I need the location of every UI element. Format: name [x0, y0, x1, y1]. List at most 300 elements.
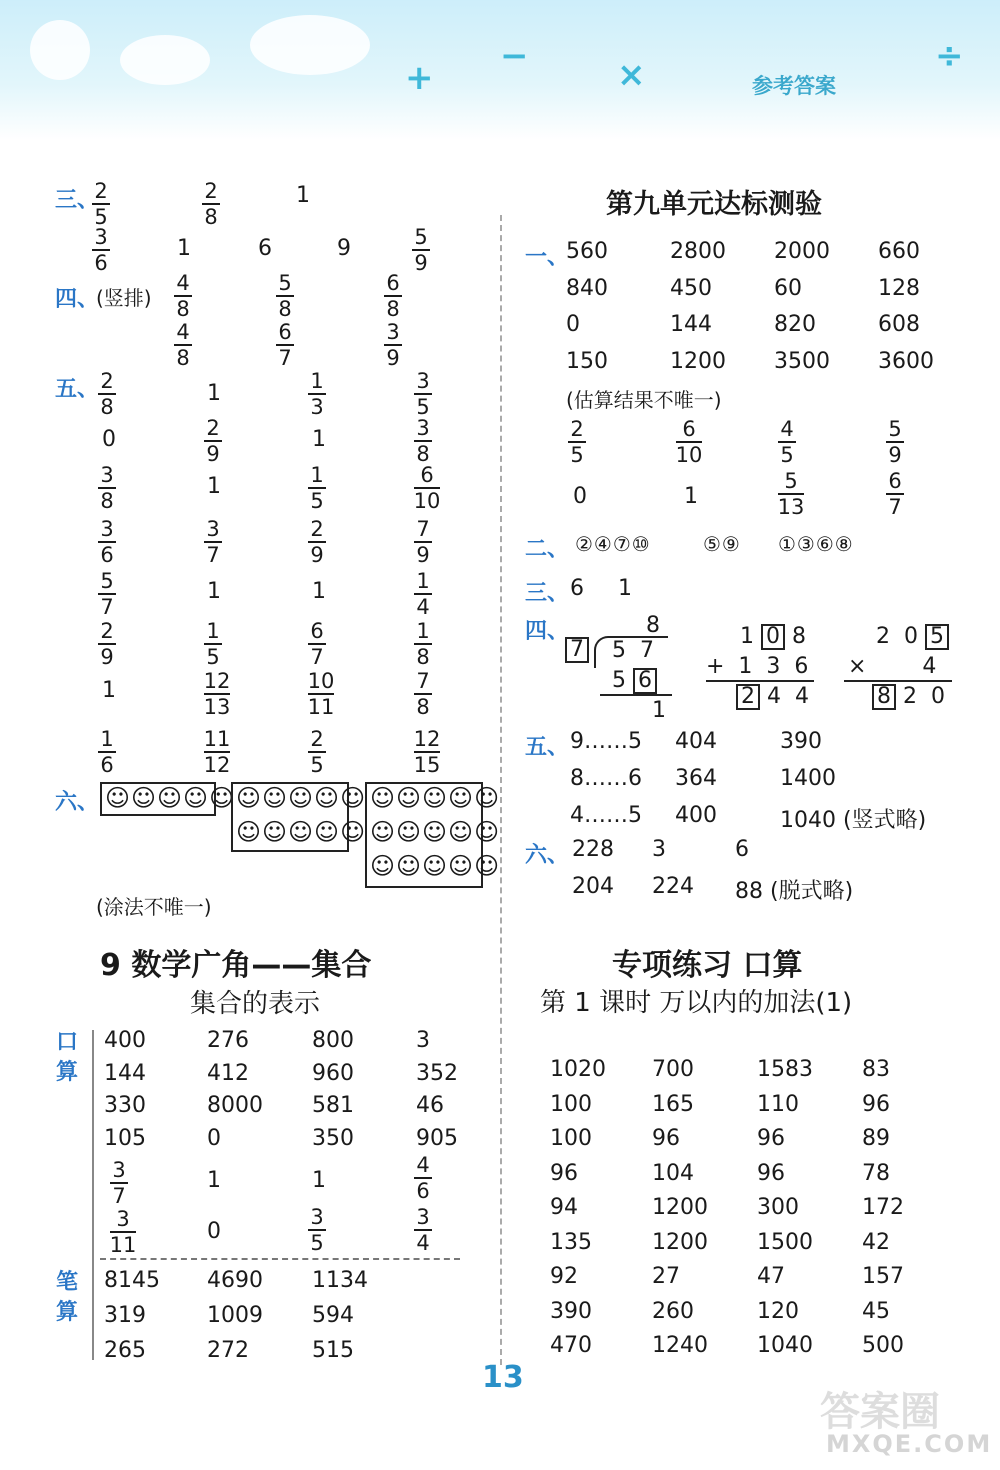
denominator: 8	[416, 695, 430, 719]
fraction	[566, 418, 588, 466]
smiley-faces: ☺☺☺☺☺	[236, 818, 367, 846]
fraction	[410, 226, 432, 274]
grid-cell: 3600	[878, 348, 934, 374]
grid-cell: 352	[416, 1060, 458, 1086]
grid-cell: 3500	[774, 348, 830, 374]
numerator: 7	[416, 669, 430, 693]
fraction	[96, 728, 118, 776]
fraction	[306, 370, 328, 418]
numerator: 3	[206, 517, 220, 541]
fraction	[306, 464, 328, 512]
grid-cell: 1400	[780, 766, 836, 791]
fraction	[172, 321, 194, 369]
answer: 6	[570, 576, 584, 601]
denominator: 7	[100, 595, 114, 619]
circled-group: ①③⑥⑧	[778, 532, 854, 556]
fraction	[306, 518, 328, 566]
numerator: 5	[414, 225, 428, 249]
decor-bubble	[250, 15, 370, 75]
grid-cell: 272	[207, 1338, 249, 1363]
answer: 0	[573, 484, 587, 509]
addend-1: 1 0 8	[740, 624, 806, 649]
smiley-faces: ☺☺☺☺☺	[236, 784, 367, 812]
fraction	[108, 1208, 138, 1256]
grid-cell: 400	[104, 1028, 146, 1053]
watermark-url: MXQE.COM	[826, 1430, 993, 1458]
smiley-box-1	[100, 782, 236, 816]
answer: 1	[102, 678, 116, 703]
grid-cell: 390	[550, 1298, 592, 1324]
denominator: 5	[416, 395, 430, 419]
denominator: 8	[176, 297, 190, 321]
grid-cell: 3	[652, 837, 666, 862]
smiley-faces: ☺☺☺☺☺	[370, 818, 501, 846]
numerator: 1	[310, 463, 324, 487]
grid-cell: 400	[675, 803, 717, 828]
page-header	[0, 0, 1000, 140]
answer: 0	[207, 1219, 221, 1244]
denominator: 9	[888, 443, 902, 467]
fraction	[306, 728, 328, 776]
fraction	[412, 728, 442, 776]
grid-cell: 330	[104, 1093, 146, 1118]
numerator: 2	[100, 619, 114, 643]
grid-cell: 135	[550, 1229, 592, 1255]
times-sign: ×	[617, 55, 646, 95]
grid-cell: 905	[416, 1125, 458, 1151]
fraction	[306, 670, 336, 718]
answer: 1	[312, 427, 326, 452]
denominator: 7	[278, 346, 292, 370]
denominator: 7	[112, 1184, 126, 1208]
denominator: 9	[414, 251, 428, 275]
denominator: 8	[204, 205, 218, 229]
grid-cell: 157	[862, 1264, 904, 1289]
section-note: (竖排)	[96, 286, 152, 310]
numerator: 3	[100, 517, 114, 541]
grid-cell: 412	[207, 1060, 249, 1086]
grid-cell: 100	[550, 1126, 592, 1151]
grid-cell: 560	[566, 239, 608, 264]
denominator: 8	[386, 297, 400, 321]
denominator: 7	[888, 495, 902, 519]
grid-cell: 2000	[774, 239, 830, 264]
section-dashed-rule	[100, 1258, 460, 1260]
numerator: 5	[888, 417, 902, 441]
grid-cell: 1020	[550, 1057, 606, 1082]
grid-cell: 800	[312, 1028, 354, 1053]
division-rule	[600, 694, 672, 696]
answer: 1	[207, 474, 221, 499]
grid-cell: 1009	[207, 1303, 263, 1328]
grid-cell: 300	[757, 1195, 799, 1220]
grid-cell: 390	[780, 729, 822, 754]
quotient-digit: 8	[646, 613, 660, 638]
multiplication-rule	[844, 680, 952, 682]
numerator: 3	[310, 1205, 324, 1229]
fraction	[382, 321, 404, 369]
grid-cell: 1240	[652, 1333, 708, 1358]
numerator: 6	[420, 463, 434, 487]
denominator: 15	[413, 753, 441, 777]
grid-cell: 96	[550, 1160, 578, 1186]
numerator: 4	[780, 417, 794, 441]
grid-cell: 450	[670, 275, 712, 301]
grid-cell: 47	[757, 1264, 785, 1289]
section-label-5: 五、	[55, 377, 100, 402]
addend-2: + 1 3 6	[706, 654, 809, 679]
grid-cell: 92	[550, 1264, 578, 1289]
fraction	[306, 620, 328, 668]
product: 5 6	[612, 668, 657, 694]
denominator: 5	[310, 1231, 324, 1255]
grid-cell: 110	[757, 1091, 799, 1117]
grid-cell: 144	[104, 1060, 146, 1086]
numerator: 6	[310, 619, 324, 643]
decor-bubble	[30, 20, 90, 80]
fraction	[412, 518, 434, 566]
denominator: 12	[203, 753, 231, 777]
section-label-5r: 五、	[525, 735, 570, 760]
section-label-2: 二、	[525, 537, 570, 562]
grid-cell: 204	[572, 874, 614, 899]
divisor: 7	[565, 637, 589, 663]
grid-cell: 515	[312, 1338, 354, 1363]
addition-rule	[706, 680, 814, 682]
fraction	[884, 418, 906, 466]
column-divider	[500, 215, 502, 1365]
grid-cell: 404	[675, 729, 717, 754]
grid-cell: 8……6	[570, 766, 642, 791]
smiley-faces: ☺☺☺☺☺	[370, 784, 501, 812]
answer: 0	[102, 427, 116, 452]
grid-cell: 581	[312, 1093, 354, 1118]
multiplier: × 4	[848, 654, 937, 679]
grid-cell: 46	[416, 1093, 444, 1118]
section-label-4r: 四、	[525, 619, 570, 644]
fraction	[776, 418, 798, 466]
denominator: 4	[416, 1231, 430, 1255]
denominator: 5	[206, 645, 220, 669]
grid-cell: 1500	[757, 1229, 813, 1255]
section-note: (估算结果不唯一)	[566, 388, 722, 412]
sum: 2 4 4	[736, 684, 809, 710]
grid-cell: 4690	[207, 1268, 263, 1293]
denominator: 10	[675, 443, 703, 467]
grid-cell: 78	[862, 1160, 890, 1186]
grid-cell: 144	[670, 312, 712, 337]
numerator: 1	[310, 369, 324, 393]
answer: 1	[207, 381, 221, 406]
multiplicand: 2 0 5	[876, 624, 949, 650]
numerator: 5	[784, 469, 798, 493]
numerator: 3	[386, 320, 400, 344]
fraction	[96, 518, 118, 566]
numerator: 12	[413, 727, 441, 751]
grid-cell: 700	[652, 1057, 694, 1082]
grid-cell: 265	[104, 1338, 146, 1363]
grid-cell: 42	[862, 1229, 890, 1255]
denominator: 6	[416, 1179, 430, 1203]
grid-cell: 89	[862, 1126, 890, 1151]
decor-bubble	[120, 35, 210, 85]
grid-cell: 1040 (竖式略)	[780, 808, 927, 833]
grid-cell: 1200	[652, 1195, 708, 1220]
smiley-box-3	[365, 782, 501, 888]
fraction	[202, 518, 224, 566]
grid-cell: 364	[675, 766, 717, 791]
dividend: 5 7	[612, 638, 654, 663]
fraction	[274, 272, 296, 320]
fraction	[412, 1154, 434, 1202]
denominator: 6	[94, 251, 108, 275]
grid-cell: 96	[757, 1160, 785, 1186]
denominator: 11	[109, 1233, 137, 1257]
numerator: 2	[206, 416, 220, 440]
grid-cell: 8145	[104, 1268, 160, 1293]
fraction	[884, 470, 906, 518]
numerator: 5	[278, 271, 292, 295]
section-label-4: 四、	[55, 287, 100, 312]
fraction	[274, 321, 296, 369]
grid-cell: 594	[312, 1303, 354, 1328]
denominator: 9	[416, 543, 430, 567]
answer: 1	[618, 576, 632, 601]
numerator: 2	[310, 727, 324, 751]
grid-cell: 820	[774, 312, 816, 337]
grid-cell: 96	[862, 1091, 890, 1117]
denominator: 8	[176, 346, 190, 370]
grid-cell: 2800	[670, 239, 726, 264]
smiley-faces: ☺☺☺☺☺	[105, 784, 236, 812]
fraction	[202, 728, 232, 776]
lesson-title: 第 1 课时 万以内的加法(1)	[540, 988, 853, 1018]
fraction	[306, 1206, 328, 1254]
unit-title: 9 数学广角——集合	[100, 948, 372, 983]
grid-cell: 840	[566, 275, 608, 301]
denominator: 9	[386, 346, 400, 370]
grid-cell: 1200	[652, 1229, 708, 1255]
numerator: 3	[116, 1207, 130, 1231]
numerator: 1	[206, 619, 220, 643]
divide-sign: ÷	[935, 36, 964, 76]
denominator: 9	[100, 645, 114, 669]
denominator: 3	[310, 395, 324, 419]
grid-cell: 1134	[312, 1268, 368, 1293]
numerator: 11	[203, 727, 231, 751]
denominator: 5	[780, 443, 794, 467]
plus-sign: +	[405, 58, 434, 98]
fraction	[202, 417, 224, 465]
fraction	[412, 620, 434, 668]
fraction	[202, 670, 232, 718]
grid-cell: 0	[566, 312, 580, 337]
answer: 1	[684, 484, 698, 509]
watermark-logo: 答案圈	[820, 1389, 940, 1435]
fraction	[202, 620, 224, 668]
fraction	[96, 370, 118, 418]
grid-cell: 1040	[757, 1333, 813, 1358]
grid-cell: 88 (脱式略)	[735, 879, 854, 904]
page-number: 13	[482, 1360, 524, 1395]
grid-cell: 660	[878, 239, 920, 264]
fraction	[412, 464, 442, 512]
grid-cell: 45	[862, 1298, 890, 1324]
numerator: 3	[100, 463, 114, 487]
grid-cell: 165	[652, 1091, 694, 1117]
grid-cell: 319	[104, 1303, 146, 1328]
section-note: (涂法不唯一)	[96, 895, 212, 919]
grid-cell: 0	[207, 1125, 221, 1151]
smiley-faces: ☺☺☺☺☺	[370, 852, 501, 880]
fraction	[200, 180, 222, 228]
fraction	[90, 180, 112, 228]
answer: 1	[312, 1168, 326, 1193]
fraction	[96, 620, 118, 668]
numerator: 10	[307, 669, 335, 693]
grid-cell: 6	[735, 837, 749, 862]
fraction	[96, 464, 118, 512]
grid-cell: 27	[652, 1264, 680, 1289]
circled-group: ⑤⑨	[703, 532, 741, 556]
grid-cell: 1583	[757, 1057, 813, 1082]
grid-cell: 83	[862, 1057, 890, 1082]
special-title: 专项练习 口算	[612, 948, 803, 983]
numerator: 1	[100, 727, 114, 751]
denominator: 13	[777, 495, 805, 519]
grid-cell: 350	[312, 1125, 354, 1151]
grid-cell: 96	[757, 1126, 785, 1151]
remainder: 1	[652, 698, 666, 723]
grid-cell: 172	[862, 1195, 904, 1220]
grid-cell: 9……5	[570, 729, 642, 754]
test-title: 第九单元达标测验	[606, 189, 822, 220]
numerator: 1	[416, 569, 430, 593]
denominator: 8	[416, 645, 430, 669]
grid-cell: 608	[878, 312, 920, 337]
grid-cell: 150	[566, 348, 608, 374]
answer: 1	[296, 183, 310, 208]
denominator: 7	[206, 543, 220, 567]
grid-cell: 260	[652, 1298, 694, 1324]
section-label-6r: 六、	[525, 843, 570, 868]
numerator: 2	[94, 179, 108, 203]
denominator: 8	[100, 395, 114, 419]
numerator: 3	[416, 369, 430, 393]
grid-cell: 104	[652, 1160, 694, 1186]
grid-cell: 3	[416, 1028, 430, 1053]
numerator: 12	[203, 669, 231, 693]
grid-cell: 4……5	[570, 803, 642, 828]
section-label-1: 一、	[525, 245, 570, 270]
numerator: 6	[278, 320, 292, 344]
numerator: 6	[386, 271, 400, 295]
denominator: 11	[307, 695, 335, 719]
numerator: 2	[310, 517, 324, 541]
answer: 1	[207, 1168, 221, 1193]
numerator: 3	[112, 1158, 126, 1182]
numerator: 2	[100, 369, 114, 393]
denominator: 5	[310, 489, 324, 513]
fraction	[412, 1206, 434, 1254]
grid-cell: 128	[878, 275, 920, 301]
numerator: 3	[416, 416, 430, 440]
denominator: 4	[416, 595, 430, 619]
numerator: 3	[416, 1205, 430, 1229]
numerator: 4	[176, 271, 190, 295]
denominator: 8	[416, 442, 430, 466]
denominator: 9	[206, 442, 220, 466]
numerator: 2	[570, 417, 584, 441]
fraction	[412, 370, 434, 418]
label-rule	[92, 1030, 94, 1360]
grid-cell: 105	[104, 1125, 146, 1151]
denominator: 5	[310, 753, 324, 777]
grid-cell: 470	[550, 1333, 592, 1358]
numerator: 1	[416, 619, 430, 643]
answer: 1	[312, 579, 326, 604]
minus-sign: −	[500, 36, 529, 76]
grid-cell: 500	[862, 1333, 904, 1358]
numerator: 2	[204, 179, 218, 203]
grid-cell: 8000	[207, 1093, 263, 1118]
numerator: 4	[176, 320, 190, 344]
grid-cell: 224	[652, 874, 694, 899]
grid-cell: 276	[207, 1028, 249, 1053]
bisuan-label: 笔 算	[56, 1270, 79, 1325]
fraction	[412, 670, 434, 718]
grid-cell: 120	[757, 1298, 799, 1324]
denominator: 7	[310, 645, 324, 669]
product: 8 2 0	[872, 684, 945, 710]
fraction	[412, 570, 434, 618]
numerator: 7	[416, 517, 430, 541]
denominator: 6	[100, 543, 114, 567]
grid-cell: 1200	[670, 348, 726, 374]
fraction	[412, 417, 434, 465]
grid-cell: 60	[774, 275, 802, 301]
section-label-6: 六、	[55, 790, 100, 815]
grid-cell: 228	[572, 837, 614, 862]
denominator: 6	[100, 753, 114, 777]
unit-subtitle: 集合的表示	[190, 989, 321, 1019]
grid-cell: 960	[312, 1060, 354, 1086]
answer: 1	[207, 579, 221, 604]
section-label-3: 三、	[55, 188, 100, 213]
denominator: 8	[278, 297, 292, 321]
fraction	[108, 1159, 130, 1207]
grid-cell: 94	[550, 1195, 578, 1220]
fraction	[90, 226, 112, 274]
answer: 1	[177, 236, 191, 261]
denominator: 10	[413, 489, 441, 513]
numerator: 3	[94, 225, 108, 249]
section-label-3r: 三、	[525, 581, 570, 606]
grid-cell: 100	[550, 1091, 592, 1117]
grid-cell: 96	[652, 1126, 680, 1151]
kousuan-label: 口 算	[56, 1030, 79, 1085]
fraction	[96, 570, 118, 618]
fraction	[776, 470, 806, 518]
answer: 6	[258, 236, 272, 261]
fraction	[382, 272, 404, 320]
fraction	[674, 418, 704, 466]
numerator: 6	[888, 469, 902, 493]
answer: 9	[337, 236, 351, 261]
header-title: 参考答案	[752, 74, 836, 98]
denominator: 8	[100, 489, 114, 513]
denominator: 5	[570, 443, 584, 467]
